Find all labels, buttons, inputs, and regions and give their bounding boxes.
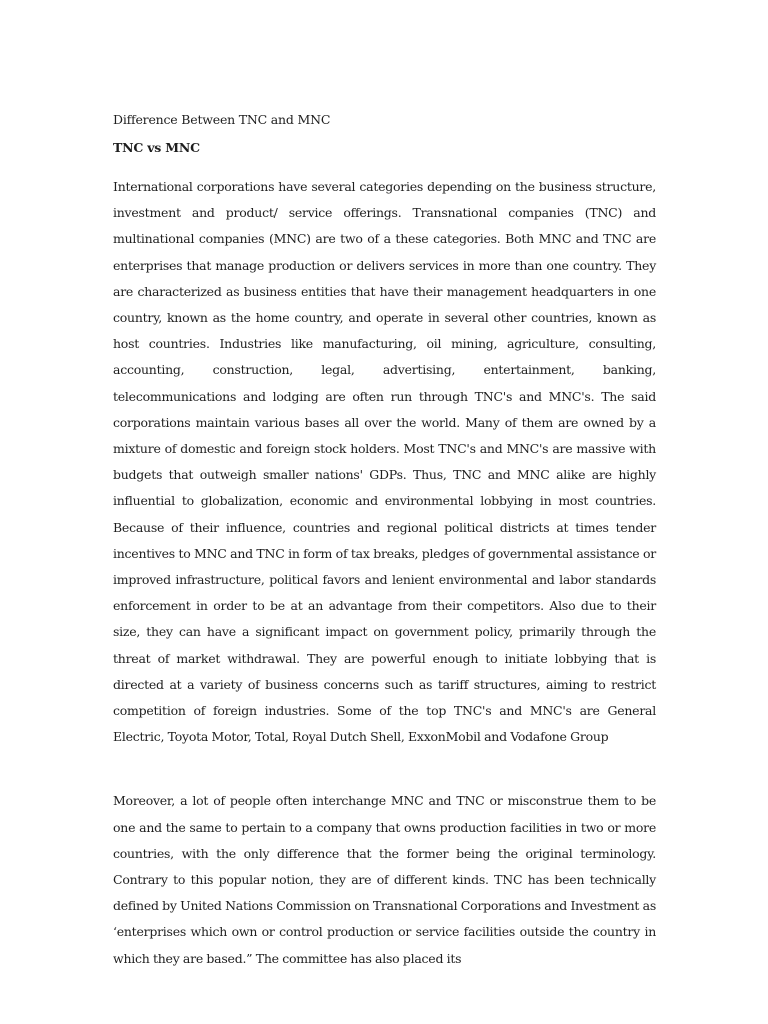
document-body — [113, 110, 656, 972]
paragraph: International corporations have several categories depending on the business structure, investment and product/ service offerings. Transnational companies (TNC) and multinational companies (MNC) are two of a these categories. Both MNC and TNC are enterprises that manage production or delivers services in more than one country. They are characterized as business entities that have their management headquarters in one country, known as the home country, and operate in several other countries, known as host countries. Industries like manufacturing, oil mining, agriculture, consulting, accounting, construction, legal, advertising, entertainment, banking, telecommunications and lodging are often run through TNC's and MNC's. The said corporations maintain various bases all over the world. Many of them are owned by a mixture of domestic and foreign stock holders. Most TNC's and MNC's are massive with budgets that outweigh smaller nations' GDPs. Thus, TNC and MNC alike are highly influential to globalization, economic and environmental lobbying in most countries. Because of their influence, countries and regional political districts at times tender incentives to MNC and TNC in form of tax breaks, pledges of governmental assistance or improved infrastructure, political favors and lenient environmental and labor standards enforcement in order to be at an advantage from their competitors. Also due to their size, they can have a significant impact on government policy, primarily through the threat of market withdrawal. They are powerful enough to initiate lobbying that is directed at a variety of business concerns such as tariff structures, aiming to restrict competition of foreign industries. Some of the top TNC's and MNC's are General Electric, Toyota Motor, Total, Royal Dutch Shell, ExxonMobil and Vodafone Group — [113, 179, 656, 745]
document-title: Difference Between TNC and MNC — [113, 112, 331, 127]
paragraph: Moreover, a lot of people often interchange MNC and TNC or misconstrue them to be one and the same to pertain to a company that owns production facilities in two or more countries, with the only difference that the former being the original terminology. Contrary to this popular notion, they are of different kinds. TNC has been technically defined by United Nations Commission on Transnational Corporations and Investment as ‘enterprises which own or control production or service facilities outside the country in which they are based.” The committee has also placed its — [113, 793, 656, 966]
document-subtitle: TNC vs MNC — [113, 140, 200, 155]
